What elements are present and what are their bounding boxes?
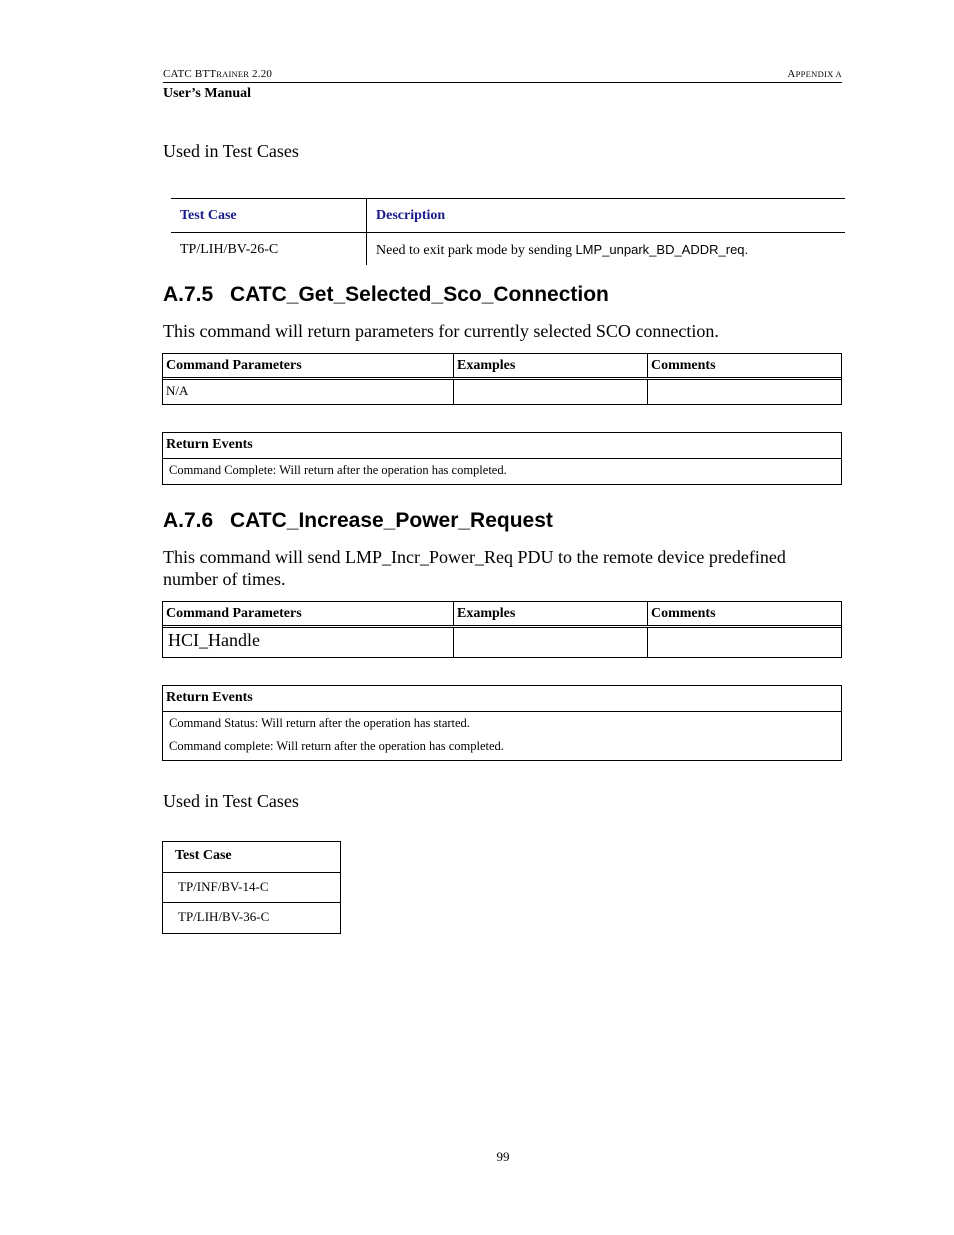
table-row: TP/INF/BV-14-C [163,873,340,903]
used-in-test-cases-label: Used in Test Cases [163,141,299,161]
column-header-description: Description [376,208,446,223]
return-events-table-a76 [162,685,842,761]
column-header-test-case: Test Case [171,199,367,232]
comment-cell [648,628,841,657]
table-header-row [163,602,841,628]
column-header-examples: Examples [454,602,648,625]
table-row: TP/LIH/BV-36-C [178,909,270,924]
return-events-table-a75 [162,432,842,485]
example-cell [454,380,648,404]
return-event-item: Command Status: Will return after the operation has started. [169,716,470,730]
command-parameters-table-a75 [162,353,842,405]
lmp-command-code: LMP_unpark_BD_ADDR_req. [575,242,749,257]
column-header-comments: Comments [651,606,716,621]
table-header-row [171,199,845,233]
test-case-cell: TP/LIH/BV-26-C [171,233,367,265]
column-header-command-parameters: Command Parameters [163,354,454,377]
return-events-header: Return Events [163,686,841,712]
section-a76-description: This command will send LMP_Incr_Power_Req PDU to the remote device predefined number of times. [163,547,786,589]
section-heading-a76: A.7.6 CATC_Increase_Power_Request [163,509,553,532]
product-smallcaps: RAINER [216,69,250,79]
comment-cell [648,380,841,404]
command-parameters-table-a76 [162,601,842,658]
table-row [163,380,841,404]
used-in-test-cases-label: Used in Test Cases [163,791,299,811]
page-number: 99 [496,1149,510,1164]
return-event-item: Command complete: Will return after the operation has completed. [169,739,504,753]
table-header-row [163,354,841,380]
column-header-command-parameters: Command Parameters [163,602,454,625]
return-event-item: Command Complete: Will return after the operation has completed. [169,463,507,477]
section-heading-a75: A.7.5 CATC_Get_Selected_Sco_Connection [163,283,609,306]
parameter-cell: HCI_Handle [163,628,454,657]
example-cell [454,628,648,657]
running-header-appendix: APPENDIX A [787,68,842,80]
description-cell: Need to exit park mode by sending LMP_unpark_BD_ADDR_req. [376,242,749,258]
table-row [163,628,841,657]
running-header-product: CATC BTTRAINER 2.20 [163,68,273,80]
header-rule [163,82,842,83]
test-case-table-a76 [162,841,341,934]
running-header-manual: User’s Manual [163,86,252,101]
column-header-examples: Examples [454,354,648,377]
section-a75-description: This command will return parameters for currently selected SCO connection. [163,321,719,341]
column-header-test-case: Test Case [163,842,340,873]
test-case-description-table [171,198,845,265]
column-header-comments: Comments [651,358,716,373]
table-row [171,233,845,265]
return-events-header: Return Events [163,433,841,459]
parameter-cell: N/A [163,380,454,404]
